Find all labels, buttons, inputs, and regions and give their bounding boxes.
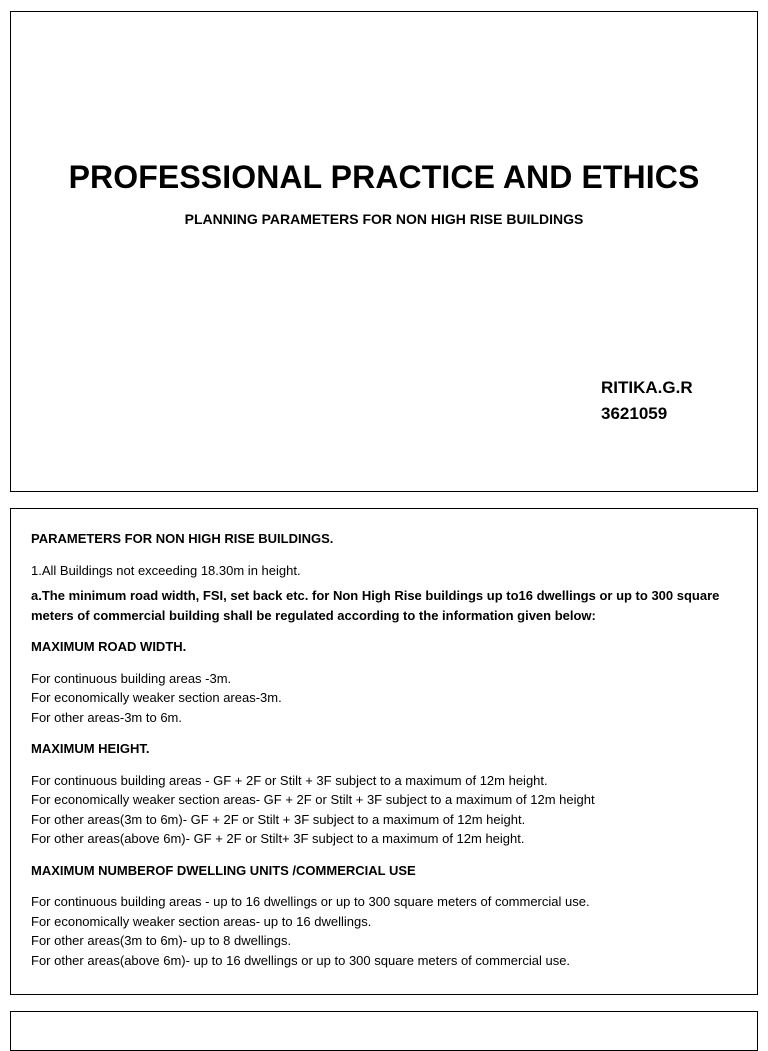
list-item: For other areas(3m to 6m)- GF + 2F or Stilt + 3F subject to a maximum of 12m height. bbox=[31, 811, 526, 827]
list-item: For continuous building areas - up to 16 dwellings or up to 300 square meters of commercial use. bbox=[31, 894, 590, 909]
slide-next-partial bbox=[10, 1011, 758, 1051]
road-width-heading: MAXIMUM ROAD WIDTH. bbox=[31, 639, 187, 654]
presentation-subtitle: PLANNING PARAMETERS FOR NON HIGH RISE BUILDINGS bbox=[184, 211, 584, 227]
slide-parameters bbox=[10, 508, 758, 995]
height-heading: MAXIMUM HEIGHT. bbox=[31, 741, 150, 756]
list-item: For economically weaker section areas- up to 16 dwellings. bbox=[31, 913, 372, 929]
author-id: 3621059 bbox=[601, 404, 668, 423]
author-block bbox=[601, 375, 693, 427]
slide-title-page bbox=[10, 11, 758, 492]
presentation-title: PROFESSIONAL PRACTICE AND ETHICS bbox=[68, 159, 700, 195]
dwelling-heading: MAXIMUM NUMBEROF DWELLING UNITS /COMMERCIAL USE bbox=[31, 862, 416, 878]
list-item: For other areas(3m to 6m)- up to 8 dwellings. bbox=[31, 933, 292, 948]
author-name: RITIKA.G.R bbox=[601, 378, 693, 397]
list-item: For continuous building areas -3m. bbox=[31, 670, 232, 686]
list-item: For economically weaker section areas- GF + 2F or Stilt + 3F subject to a maximum of 12m height bbox=[31, 792, 595, 807]
list-item: For continuous building areas - GF + 2F or Stilt + 3F subject to a maximum of 12m height. bbox=[31, 772, 548, 788]
list-item: For other areas-3m to 6m. bbox=[31, 709, 182, 725]
slide-content bbox=[31, 529, 737, 970]
text-line: 1.All Buildings not exceeding 18.30m in height. bbox=[31, 562, 301, 578]
list-item: For economically weaker section areas-3m. bbox=[31, 690, 282, 705]
list-item: For other areas(above 6m)- GF + 2F or Stilt+ 3F subject to a maximum of 12m height. bbox=[31, 831, 525, 846]
paragraph-a: a.The minimum road width, FSI, set back etc. for Non High Rise buildings up to16 dwellings or up to 300 square meters of commercial building shall be regulated according to the information given below: bbox=[31, 588, 720, 623]
list-item: For other areas(above 6m)- up to 16 dwellings or up to 300 square meters of commercial use. bbox=[31, 952, 571, 968]
section-heading: PARAMETERS FOR NON HIGH RISE BUILDINGS. bbox=[31, 531, 334, 546]
